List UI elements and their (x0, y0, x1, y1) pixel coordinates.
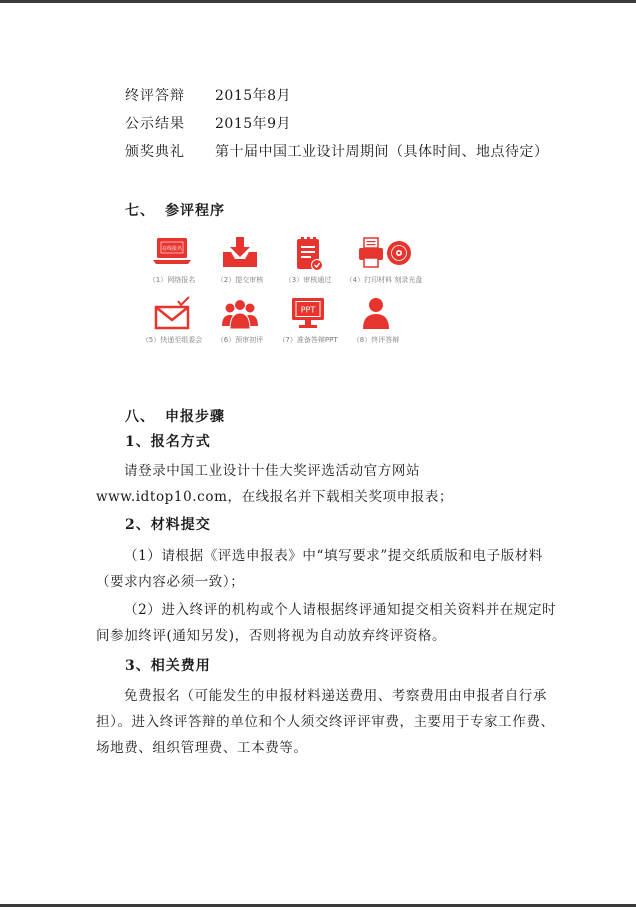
step-review-passed (276, 236, 340, 285)
schedule-row-final-defense (125, 86, 291, 106)
schedule-row-announcement (125, 114, 291, 134)
ppt-monitor-icon (288, 296, 328, 332)
step-caption: （8）终评答辩 (352, 336, 400, 344)
step-caption: （6）预审初评 (216, 336, 264, 344)
step-print-burn-disc (344, 236, 424, 285)
printer-disc-icon (356, 236, 412, 272)
step-submit-review (208, 236, 272, 285)
process-steps (140, 236, 440, 351)
step-online-registration (140, 236, 204, 285)
step-express-to-committee (140, 296, 204, 345)
section-7-heading (125, 201, 225, 221)
schedule-row-award-ceremony (125, 142, 549, 162)
group-people-icon (220, 296, 260, 332)
step-caption: （3）审核通过 (284, 276, 332, 284)
inbox-download-icon (220, 236, 260, 272)
person-icon (356, 296, 396, 332)
section-title: 申报步骤 (165, 409, 225, 425)
step-caption: （7）准备答辩PPT (278, 336, 338, 344)
step-caption: （5）快递至组委会 (141, 336, 203, 344)
section-title: 参评程序 (165, 203, 225, 219)
section-number: 八、 (125, 409, 155, 425)
schedule-label: 颁奖典礼 (125, 144, 185, 160)
step-prepare-ppt (276, 296, 340, 345)
step-preliminary-review (208, 296, 272, 345)
subheading-related-fees: 3、相关费用 (125, 658, 211, 674)
paragraph-registration: 请登录中国工业设计十佳大奖评选活动官方网站www.idtop10.com，在线报名并下载相关奖项申报表； (96, 463, 454, 505)
step-caption: （1）网络报名 (148, 276, 196, 284)
register-icon-label: 在线报名 (161, 246, 183, 252)
checklist-icon (288, 236, 328, 272)
page-top-border (0, 0, 636, 3)
paragraph-fees: 免费报名（可能发生的申报材料递送费用、考察费用由申报者自行承担）。进入终评答辩的单位和个人须交终评评审费，主要用于专家工作费、场地费、组织管理费、工本费等。 (96, 688, 555, 756)
subheading-registration-method: 1、报名方式 (125, 434, 211, 450)
subheading-material-submission: 2、材料提交 (125, 517, 211, 533)
section-8-heading (125, 407, 225, 427)
section-number: 七、 (125, 203, 155, 219)
paragraph-submission-2: （2）进入终评的机构或个人请根据终评通知提交相关资料并在规定时间参加终评(通知另发)，否则将视为自动放弃终评资格。 (96, 602, 557, 644)
schedule-value: 2015年9月 (215, 116, 292, 132)
envelope-icon (152, 296, 192, 332)
schedule-label: 公示结果 (125, 116, 185, 132)
step-caption: （4）打印材料 刻录光盘 (345, 276, 423, 284)
schedule-label: 终评答辩 (125, 88, 185, 104)
step-final-defense (344, 296, 408, 345)
paragraph-submission-1: （1）请根据《评选申报表》中“填写要求”提交纸质版和电子版材料（要求内容必须一致）； (96, 548, 543, 590)
schedule-value: 2015年8月 (215, 88, 292, 104)
ppt-icon-label: PPT (300, 305, 316, 315)
schedule-value: 第十届中国工业设计周期间（具体时间、地点待定） (215, 144, 549, 160)
step-caption: （2）提交审核 (216, 276, 264, 284)
laptop-register-icon (152, 236, 192, 272)
